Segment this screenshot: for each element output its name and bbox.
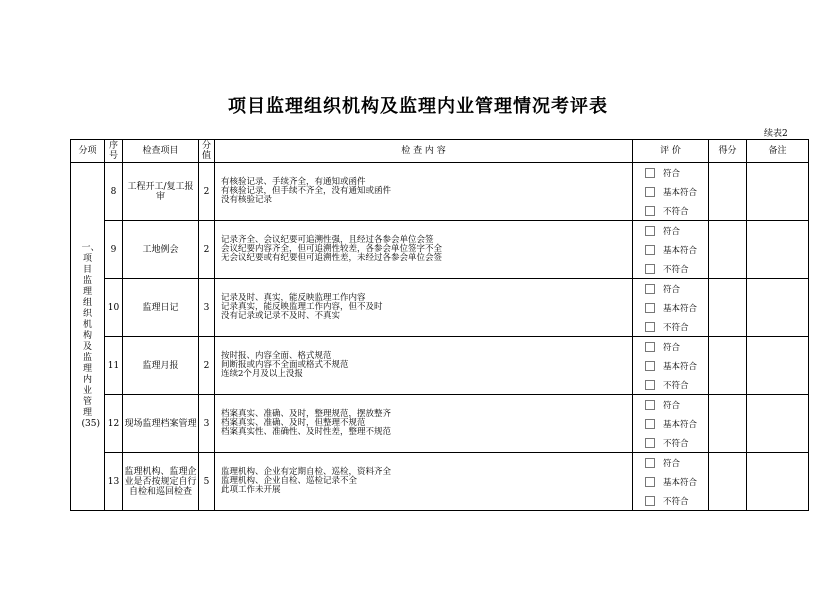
score-input-cell[interactable] — [709, 453, 747, 511]
checkbox[interactable] — [645, 477, 655, 487]
option-label: 基本符合 — [663, 477, 698, 488]
check-content — [215, 163, 633, 221]
option-label: 不符合 — [663, 380, 689, 391]
check-content — [215, 279, 633, 337]
remarks-cell[interactable] — [747, 279, 809, 337]
header-score: 得分 — [709, 140, 747, 163]
option-label: 符合 — [663, 458, 681, 469]
checkbox[interactable] — [645, 361, 655, 371]
evaluation-option[interactable] — [645, 163, 708, 182]
content-line: 档案真实性、准确性、及时性差，整理不规范 — [221, 427, 392, 437]
option-label: 符合 — [663, 226, 681, 237]
score-value: 2 — [199, 221, 215, 279]
header-seq: 序号 — [105, 140, 123, 163]
option-label: 符合 — [663, 400, 681, 411]
checkbox[interactable] — [645, 496, 655, 506]
content-line: 记录及时、真实，能反映监理工作内容 — [221, 293, 366, 303]
content-line: 连续2个月及以上没报 — [221, 369, 303, 379]
content-line: 档案真实、准确、及时，整理规范，摆放整齐 — [221, 409, 392, 419]
score-value: 2 — [199, 337, 215, 395]
score-value: 3 — [199, 395, 215, 453]
checkbox[interactable] — [645, 438, 655, 448]
checkbox[interactable] — [645, 322, 655, 332]
content-line: 此项工作未开展 — [221, 485, 281, 495]
option-label: 基本符合 — [663, 245, 698, 256]
option-label: 不符合 — [663, 496, 689, 507]
header-remarks: 备注 — [747, 140, 809, 163]
checkbox[interactable] — [645, 380, 655, 390]
evaluation-option[interactable] — [645, 182, 708, 201]
evaluation-cell — [633, 395, 709, 453]
checkbox[interactable] — [645, 206, 655, 216]
category-label: 一、项目监理组织机构及监理内业管理(35) — [81, 243, 100, 429]
header-item: 检查项目 — [123, 140, 199, 163]
score-input-cell[interactable] — [709, 279, 747, 337]
content-line: 监理机构、企业有定期自检、巡检，资料齐全 — [221, 467, 392, 477]
evaluation-option[interactable] — [645, 375, 708, 394]
checkbox[interactable] — [645, 226, 655, 236]
score-input-cell[interactable] — [709, 163, 747, 221]
continuation-label: 续表2 — [764, 129, 788, 139]
checkbox[interactable] — [645, 284, 655, 294]
option-label: 不符合 — [663, 322, 689, 333]
evaluation-option[interactable] — [645, 433, 708, 452]
option-label: 不符合 — [663, 206, 689, 217]
option-label: 基本符合 — [663, 361, 698, 372]
score-input-cell[interactable] — [709, 395, 747, 453]
evaluation-option[interactable] — [645, 259, 708, 278]
table-row — [71, 395, 809, 453]
checkbox[interactable] — [645, 342, 655, 352]
option-label: 不符合 — [663, 438, 689, 449]
score-input-cell[interactable] — [709, 337, 747, 395]
checkbox[interactable] — [645, 458, 655, 468]
table-row — [71, 453, 809, 511]
evaluation-cell — [633, 279, 709, 337]
checkbox[interactable] — [645, 187, 655, 197]
evaluation-cell — [633, 163, 709, 221]
remarks-cell[interactable] — [747, 221, 809, 279]
check-content — [215, 395, 633, 453]
check-item: 工程开工/复工报审 — [123, 163, 199, 221]
score-input-cell[interactable] — [709, 221, 747, 279]
evaluation-option[interactable] — [645, 414, 708, 433]
checkbox[interactable] — [645, 264, 655, 274]
content-line: 无会议纪要或有纪要但可追溯性差，未经过各参会单位会签 — [221, 253, 443, 263]
header-score-value: 分值 — [199, 140, 215, 163]
check-item: 监理月报 — [123, 337, 199, 395]
header-row — [71, 140, 809, 163]
evaluation-option[interactable] — [645, 298, 708, 317]
remarks-cell[interactable] — [747, 395, 809, 453]
evaluation-option[interactable] — [645, 395, 708, 414]
row-number: 12 — [105, 395, 123, 453]
evaluation-option[interactable] — [645, 491, 708, 510]
checkbox[interactable] — [645, 419, 655, 429]
check-item: 监理日记 — [123, 279, 199, 337]
content-line: 间断报或内容不全面或格式不规范 — [221, 360, 349, 370]
checkbox[interactable] — [645, 400, 655, 410]
check-content — [215, 221, 633, 279]
evaluation-option[interactable] — [645, 240, 708, 259]
content-line: 会议纪要内容齐全，但可追溯性较差，各参会单位签字不全 — [221, 244, 443, 254]
evaluation-option[interactable] — [645, 279, 708, 298]
remarks-cell[interactable] — [747, 453, 809, 511]
option-label: 符合 — [663, 342, 681, 353]
row-number: 13 — [105, 453, 123, 511]
score-value: 2 — [199, 163, 215, 221]
evaluation-option[interactable] — [645, 201, 708, 220]
header-content: 检 查 内 容 — [215, 140, 633, 163]
option-label: 不符合 — [663, 264, 689, 275]
score-value: 3 — [199, 279, 215, 337]
content-line: 记录真实，能反映监理工作内容，但不及时 — [221, 302, 383, 312]
content-line: 没有核验记录 — [221, 195, 273, 205]
check-item: 现场监理档案管理 — [123, 395, 199, 453]
header-evaluation: 评 价 — [633, 140, 709, 163]
evaluation-option[interactable] — [645, 317, 708, 336]
evaluation-option[interactable] — [645, 453, 708, 472]
option-label: 符合 — [663, 284, 681, 295]
check-item: 工地例会 — [123, 221, 199, 279]
option-label: 基本符合 — [663, 419, 698, 430]
checkbox[interactable] — [645, 303, 655, 313]
check-content — [215, 453, 633, 511]
evaluation-option[interactable] — [645, 472, 708, 491]
table-row — [71, 337, 809, 395]
score-value: 5 — [199, 453, 215, 511]
evaluation-option[interactable] — [645, 337, 708, 356]
remarks-cell[interactable] — [747, 337, 809, 395]
option-label: 基本符合 — [663, 303, 698, 314]
check-item: 监理机构、监理企业是否按规定自行自检和巡回检查 — [123, 453, 199, 511]
row-number: 11 — [105, 337, 123, 395]
table-row — [71, 221, 809, 279]
content-line: 有核验记录、手续齐全，有通知或函件 — [221, 177, 366, 187]
evaluation-option[interactable] — [645, 356, 708, 375]
evaluation-cell — [633, 337, 709, 395]
content-line: 监理机构、企业自检、巡检记录不全 — [221, 476, 358, 486]
page-title: 项目监理组织机构及监理内业管理情况考评表 — [228, 96, 608, 117]
row-number: 8 — [105, 163, 123, 221]
category-cell — [71, 163, 105, 511]
remarks-cell[interactable] — [747, 163, 809, 221]
content-line: 有核验记录，但手续不齐全，没有通知或函件 — [221, 186, 392, 196]
content-line: 按时报、内容全面、格式规范 — [221, 351, 332, 361]
content-line: 记录齐全、会议纪要可追溯性强，且经过各参会单位会签 — [221, 235, 434, 245]
check-content — [215, 337, 633, 395]
content-line: 没有记录或记录不及时、不真实 — [221, 311, 341, 321]
evaluation-cell — [633, 453, 709, 511]
row-number: 9 — [105, 221, 123, 279]
checkbox[interactable] — [645, 168, 655, 178]
content-line: 档案真实、准确、及时，但整理不规范 — [221, 418, 366, 428]
checkbox[interactable] — [645, 245, 655, 255]
evaluation-option[interactable] — [645, 221, 708, 240]
option-label: 符合 — [663, 168, 681, 179]
table-row — [71, 279, 809, 337]
header-category: 分项 — [71, 140, 105, 163]
row-number: 10 — [105, 279, 123, 337]
evaluation-table — [70, 139, 809, 511]
evaluation-cell — [633, 221, 709, 279]
option-label: 基本符合 — [663, 187, 698, 198]
table-row — [71, 163, 809, 221]
